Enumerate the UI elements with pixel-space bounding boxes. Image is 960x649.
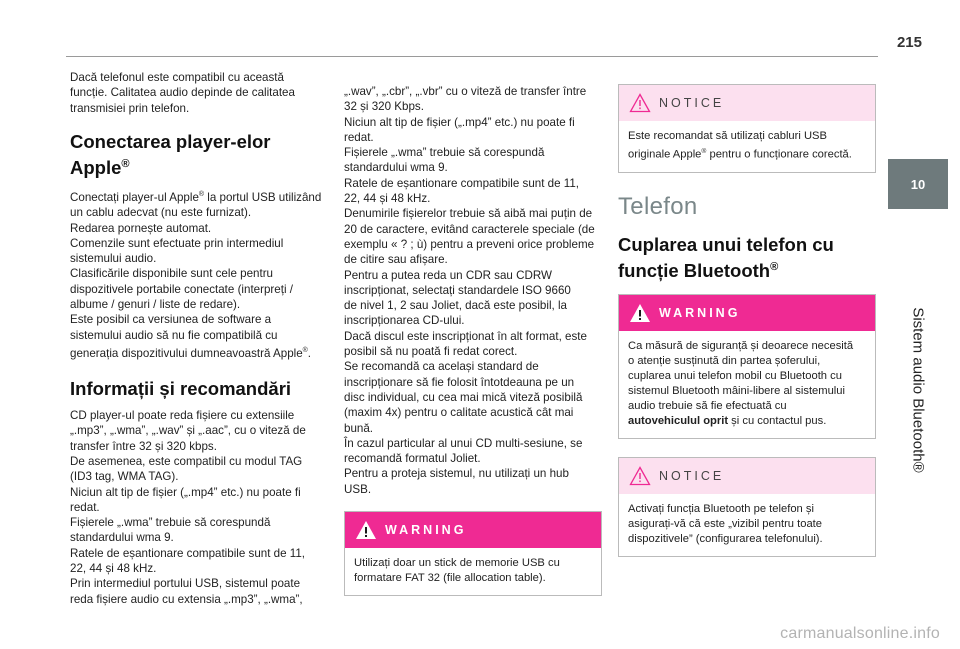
notice-label: NOTICE (659, 468, 725, 483)
section-title-phone: Telefon (618, 192, 698, 220)
watermark: carmanualsonline.info (780, 625, 940, 642)
heading-apple-text: Conectarea player-elor Apple (70, 130, 271, 179)
warning-label: WARNING (659, 305, 741, 320)
notice-box-usb-cable (618, 84, 876, 173)
column-2 (344, 84, 602, 608)
warning-text-bold: autovehiculul oprit (628, 414, 729, 427)
apple-para-part-b: la portul USB utilizând un cablu adecvat (nu este furnizat). Redarea pornește automat. Comenzile sunt efectuate prin intermediul sistemului audio. Clasificările disponibile sunt cele pentru dispozitivele portabile conectate (interpreți / albume / genuri / liste de redare). Este posibil ca versiunea de software a sistemului audio să nu fie compatibilă cu generația dispozitivului dumneavoastră Apple (70, 190, 322, 360)
warning-text (619, 331, 875, 438)
chapter-side-title: Sistem audio Bluetooth® (909, 307, 927, 473)
notice-text: Activați funcția Bluetooth pe telefon și asigurați-vă că este „vizibil pentru toate dispozitivele” (configurarea telefonului). (628, 502, 823, 545)
warning-box-usb (344, 511, 602, 596)
warning-text-b: și cu contactul pus. (728, 414, 827, 427)
page-number: 215 (896, 34, 922, 51)
apple-para-part-c: . (307, 346, 312, 360)
heading-bluetooth-pairing (618, 233, 876, 282)
warning-text-a: Ca măsură de siguranță și deoarece necesită o atenție susținută din partea șoferului, cuplarea unui telefon mobil cu Bluetooth cu sistemul Bluetooth mâini-libere al sistemului audio trebuie să fie efectuată cu (628, 339, 854, 412)
notice-triangle-icon (629, 93, 651, 113)
warning-triangle-icon (355, 520, 377, 540)
notice-header (619, 458, 875, 494)
column-3 (618, 84, 876, 569)
warning-header (619, 295, 875, 331)
intro-paragraph: Dacă telefonul este compatibil cu această funcție. Calitatea audio depinde de calitatea transmisiei prin telefon. (70, 71, 295, 115)
notice-header (619, 85, 875, 121)
notice-label: NOTICE (659, 96, 725, 110)
notice-text (619, 121, 875, 172)
chapter-tab[interactable] (888, 159, 948, 209)
heading-bluetooth-text: Cuplarea unui telefon cu funcție Bluetooth (618, 233, 834, 281)
registered-mark: ® (770, 260, 779, 273)
registered-mark: ® (701, 148, 707, 155)
notice-text-b: pentru o funcționare corectă. (706, 148, 852, 161)
notice-box-bluetooth (618, 457, 876, 557)
notice-text-a: Este recomandat să utilizați cabluri USB originale Apple (628, 130, 827, 161)
chapter-number: 10 (910, 176, 926, 192)
file-format-paragraph: „.wav”, „.cbr”, „.vbr” cu o viteză de transfer între 32 și 320 Kbps. Niciun alt tip de fișier („.mp4” etc.) nu poate fi redat. Fișierele „.wma” trebuie să corespundă standardului wma 9. Ratele de eșantionare compatibile sunt de 11, 22, 44 și 48 kHz. Denumirile fișierelor trebuie să aibă mai puțin de 20 de caractere, evitând caracterele speciale (de exemplu « ? ; ù) pentru a preveni orice probleme de citire sau afișare. Pentru a putea reda un CDR sau CDRW inscripționat, selectați standardele ISO 9660 de nivel 1, 2 sau Joliet, dacă este posibil, la inscripționarea CD-ului. Dacă discul este inscripționat în alt format, este posibil să nu poată fi redat corect. Se recomandă ca același standard de inscripționare să fie folosit întotdeauna pe un disc individual, cu cea mai mică viteză posibilă (maxim 4x) pentru o calitate acustică cât mai bună. În cazul particular al unui CD multi-sesiune, se recomandă formatul Joliet. Pentru a proteja sistemul, nu utilizați un hub USB. (344, 85, 595, 496)
warning-text: Utilizați doar un stick de memorie USB cu formatare FAT 32 (file allocation table). (354, 557, 560, 585)
column-1 (70, 70, 328, 607)
registered-mark: ® (121, 157, 130, 170)
heading-apple-players (70, 130, 328, 179)
registered-mark: ® (302, 346, 308, 354)
apple-paragraph (70, 187, 328, 361)
warning-box-safety (618, 294, 876, 439)
info-paragraph: CD player-ul poate reda fișiere cu extensiile „.mp3”, „.wma”, „.wav” și „.aac”, cu o viteză de transfer între 32 și 320 kbps. De asemenea, este compatibil cu modul TAG (ID3 tag, WMA TAG). Niciun alt tip de fișier („.mp4” etc.) nu poate fi redat. Fișierele „.wma” trebuie să corespundă standardului wma 9. Ratele de eșantionare compatibile sunt de 11, 22, 44 și 48 kHz. Prin intermediul portului USB, sistemul poate reda fișiere audio cu extensia „.mp3”, „.wma”, (70, 409, 306, 606)
warning-header (345, 512, 601, 548)
warning-triangle-icon (629, 303, 651, 323)
warning-label: WARNING (385, 523, 467, 538)
notice-triangle-icon (629, 466, 651, 486)
registered-mark: ® (198, 191, 205, 199)
top-rule (66, 56, 878, 57)
heading-info-recommendations: Informații și recomandări (70, 378, 292, 400)
apple-para-part-a: Conectați player-ul Apple (70, 190, 199, 204)
